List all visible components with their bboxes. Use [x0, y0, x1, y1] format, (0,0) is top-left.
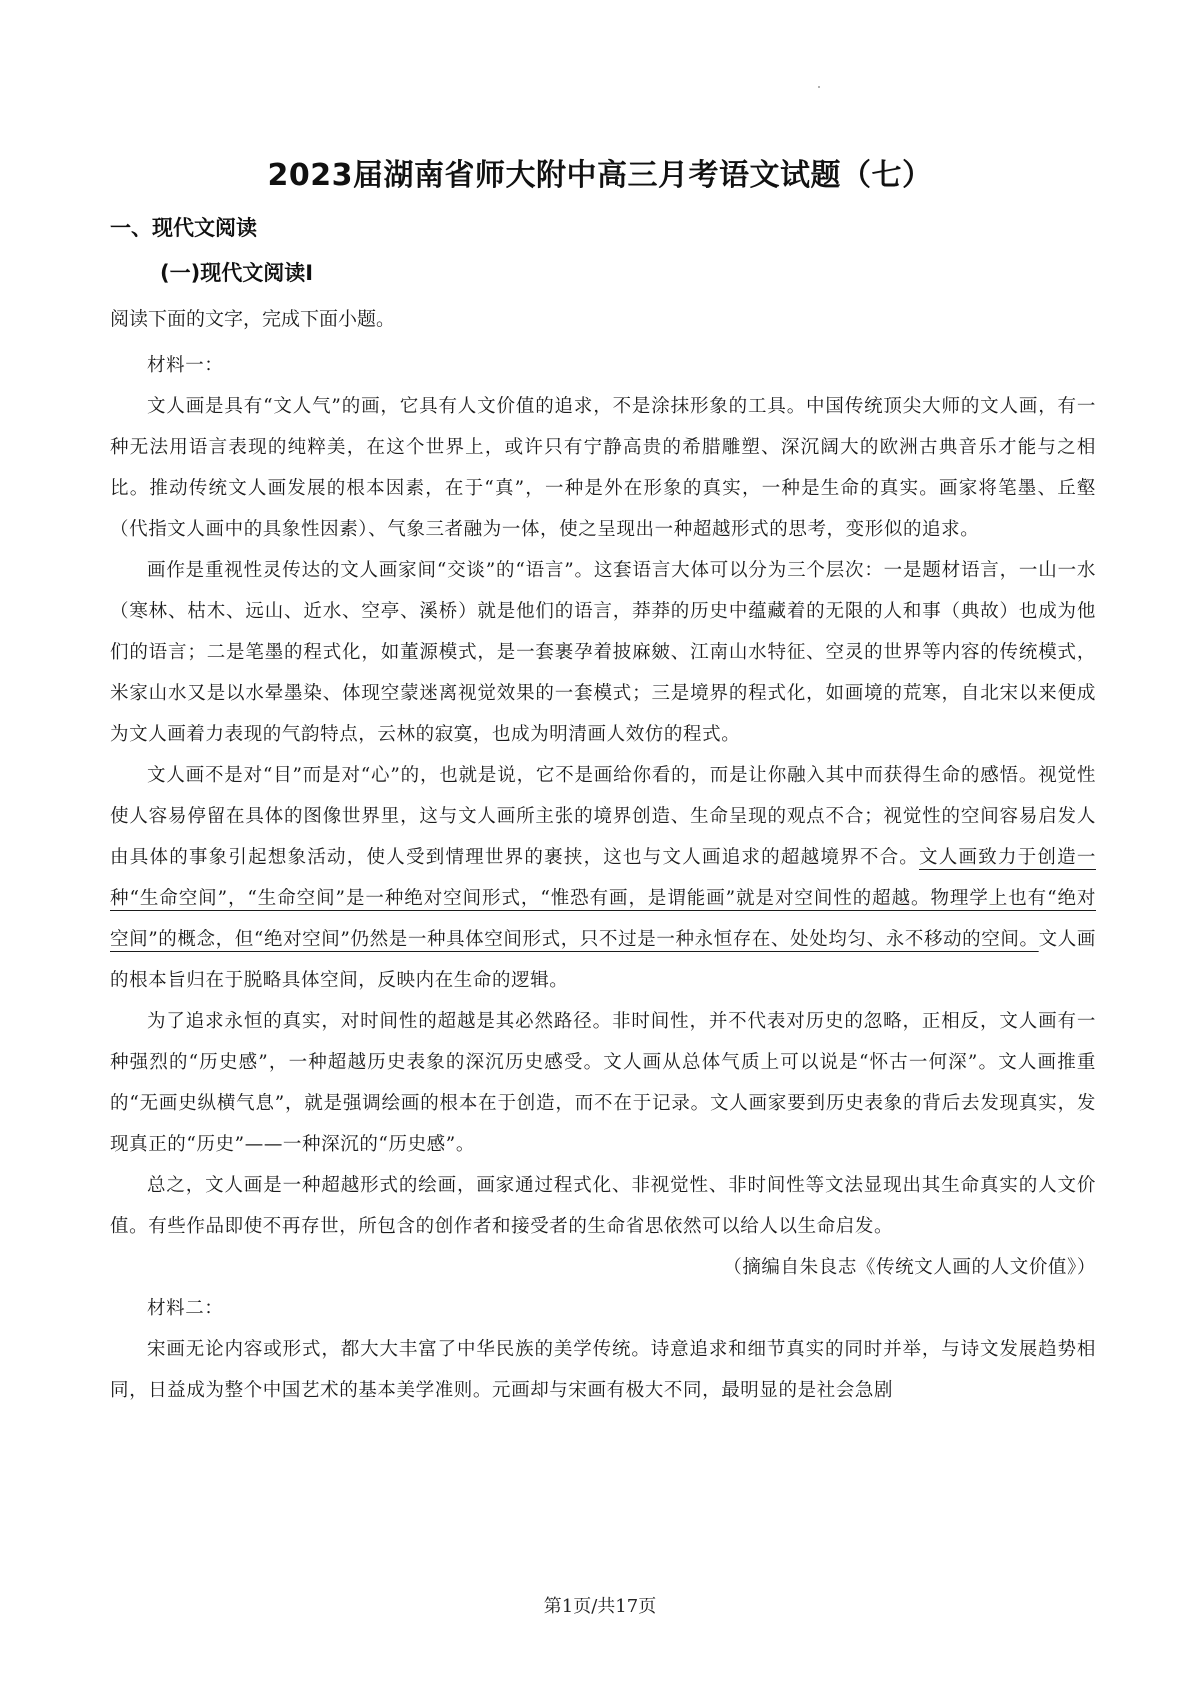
material-one-paragraph-4: 为了追求永恒的真实，对时间性的超越是其必然路径。非时间性，并不代表对历史的忽略，正相反，文人画有一种强烈的“历史感”，一种超越历史表象的深沉历史感受。文人画从总体气质上可以说是“怀古一何深”。文人画推重的“无画史纵横气息”，就是强调绘画的根本在于创造，而不在于记录。文人画家要到历史表象的背后去发现真实，发现真正的“历史”——一种深沉的“历史感”。 [110, 1011, 1096, 1155]
subsection-heading: (一)现代文阅读Ⅰ [160, 261, 314, 285]
material-one-paragraph-5: 总之，文人画是一种超越形式的绘画，画家通过程式化、非视觉性、非时间性等文法显现出其生命真实的人文价值。有些作品即使不再存世，所包含的创作者和接受者的生命省思依然可以给人以生命启发。 [110, 1175, 1096, 1237]
exam-title: 2023届湖南省师大附中高三月考语文试题（七） [267, 158, 933, 193]
underlined-passage: 文人画致力于创造一种“生命空间”，“生命空间”是一种绝对空间形式，“惟恐有画，是谓能画”就是对空间性的超越。物理学上也有“绝对空间”的概念，但“绝对空间”仍然是一种具体空间形式，只不过是一种永恒存在、处处均匀、永不移动的空间。 [110, 847, 1096, 950]
reading-instruction: 阅读下面的文字，完成下面小题。 [110, 308, 396, 330]
material-two-paragraph-1: 宋画无论内容或形式，都大大丰富了中华民族的美学传统。诗意追求和细节真实的同时并举，与诗文发展趋势相同，日益成为整个中国艺术的基本美学准则。元画却与宋画有极大不同，最明显的是社会急剧 [110, 1339, 1096, 1401]
section-heading: 一、现代文阅读 [110, 216, 257, 240]
paragraph-3-text-before: 文人画不是对“目”而是对“心”的，也就是说，它不是画给你看的，而是让你融入其中而获得生命的感悟。视觉性使人容易停留在具体的图像世界里，这与文人画所主张的境界创造、生命呈现的观点不合；视觉性的空间容易启发人由具体的事象引起想象活动，使人受到情理世界的裹挟，这也与文人画追求的超越境界不合。 [110, 765, 1096, 868]
material-one-source: （摘编自朱良志《传统文人画的人文价值》） [723, 1257, 1096, 1278]
material-one-paragraph-3 [110, 755, 1096, 1001]
material-one-paragraph-1: 文人画是具有“文人气”的画，它具有人文价值的追求，不是涂抹形象的工具。中国传统顶尖大师的文人画，有一种无法用语言表现的纯粹美，在这个世界上，或许只有宁静高贵的希腊雕塑、深沉阔大的欧洲古典音乐才能与之相比。推动传统文人画发展的根本因素，在于“真”，一种是外在形象的真实，一种是生命的真实。画家将笔墨、丘壑（代指文人画中的具象性因素）、气象三者融为一体，使之呈现出一种超越形式的思考，变形似的追求。 [110, 396, 1096, 540]
paragraph-3-text-after: 文人画的根本旨归在于脱略具体空间，反映内在生命的逻辑。 [110, 929, 1096, 991]
material-two-label: 材料二： [147, 1298, 224, 1319]
material-one-label: 材料一： [147, 355, 224, 376]
scan-speck [818, 86, 820, 88]
material-one-paragraph-2: 画作是重视性灵传达的文人画家间“交谈”的“语言”。这套语言大体可以分为三个层次：一是题材语言，一山一水（寒林、枯木、远山、近水、空亭、溪桥）就是他们的语言，莽莽的历史中蕴藏着的无限的人和事（典故）也成为他们的语言；二是笔墨的程式化，如董源模式，是一套裹孕着披麻皴、江南山水特征、空灵的世界等内容的传统模式，米家山水又是以水晕墨染、体现空蒙迷离视觉效果的一套模式；三是境界的程式化，如画境的荒寒，自北宋以来便成为文人画着力表现的气韵特点，云林的寂寞，也成为明清画人效仿的程式。 [110, 560, 1096, 745]
passage-body [110, 345, 1096, 1411]
page-number: 第1页/共17页 [543, 1596, 657, 1617]
